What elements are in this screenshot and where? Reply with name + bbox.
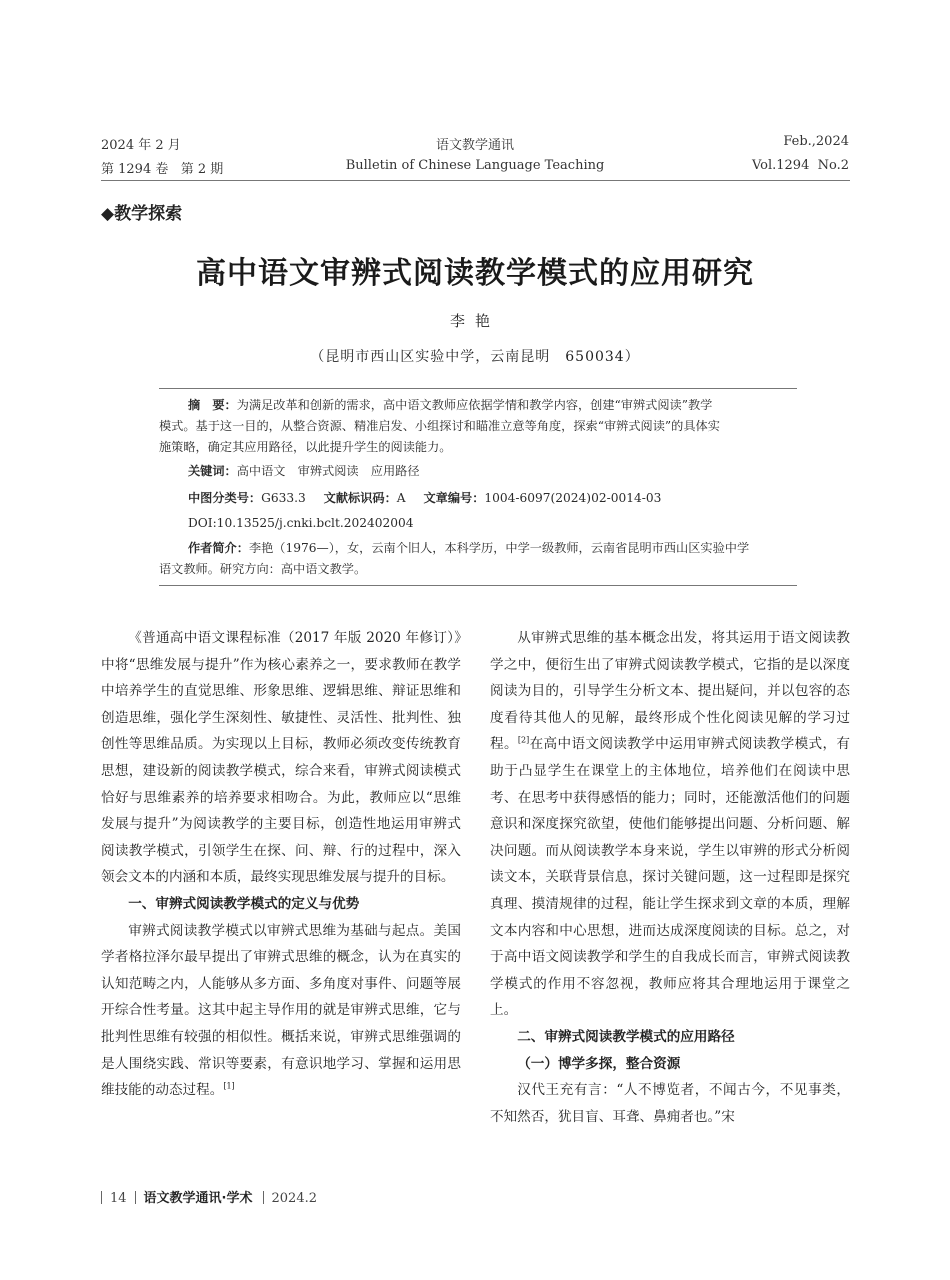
article-title: 高中语文审辨式阅读教学模式的应用研究 <box>196 256 754 291</box>
clc-number: G633.3 <box>261 491 306 505</box>
section-heading-2: 二、审辨式阅读教学模式的应用路径 <box>517 1028 735 1045</box>
doi: DOI:10.13525/j.cnki.bclt.202402004 <box>188 516 414 530</box>
footer-issue: 2024.2 <box>271 1191 317 1206</box>
paragraph: 汉代王充有言：“人不博览者，不闻古今，不见事类，不知然否，犹目盲、耳聋、鼻痈者也。”宋 <box>490 1082 850 1125</box>
paragraph: 《普通高中语文课程标准（2017 年版 2020 年修订）》中将“思维发展与提升”作为核心素养之一，要求教师在教学中培养学生的直觉思维、形象思维、逻辑思维、辩证思维和创造思维，强化学生深刻性、敏捷性、灵活性、批判性、独创性等思维品质。为实现以上目标，教师必须改变传统教育思想，建设新的阅读教学模式，综合来看，审辨式阅读模式恰好与思维素养的培养要求相吻合。为此，教师应以“思维发展与提升”为阅读教学的主要目标，创造性地运用审辨式阅读教学模式，引领学生在探、问、辩、行的过程中，深入领会文本的内涵和本质，最终实现思维发展与提升的目标。 <box>101 630 461 886</box>
reference-2: [2] <box>517 735 530 745</box>
paragraph: 审辨式阅读教学模式以审辨式思维为基础与起点。美国学者格拉泽尔最早提出了审辨式思维的概念，认为在真实的认知范畴之内，人能够从多方面、多角度对事件、问题等展开综合性考量。这其中起主导作用的就是审辨式思维，它与批判性思维有较强的相似性。概括来说，审辨式思维强调的是人围绕实践、常识等要素，有意识地学习、掌握和运用思维技能的动态过程。[1] <box>101 922 461 1099</box>
abstract-bottom-rule <box>159 585 797 586</box>
header-date-cn: 2024 年 2 月 <box>101 138 181 153</box>
abstract-line-2: 模式。基于这一目的，从整合资源、精准启发、小组探讨和瞄准立意等角度，探索“审辨式阅读”的具体实 <box>159 419 720 433</box>
paragraph: 从审辨式思维的基本概念出发，将其运用于语文阅读教学之中，便衍生出了审辨式阅读教学模式，它指的是以深度阅读为目的，引导学生分析文本、提出疑问，并以包容的态度看待其他人的见解，最终形成个性化阅读见解的学习过程。[2]在高中语文阅读教学中运用审辨式阅读教学模式，有助于凸显学生在课堂上的主体地位，培养他们在阅读中思考、在思考中获得感悟的能力；同时，还能激活他们的问题意识和深度探究欲望，使他们能够提出问题、分析问题、解决问题。而从阅读教学本身来说，学生以审辨的形式分析阅读文本，关联背景信息，探讨关键问题，这一过程即是探究真理、摸清规律的过程，能让学生探求到文章的本质，理解文本内容和中心思想，进而达成深度阅读的目标。总之，对于高中语文阅读教学和学生的自我成长而言，审辨式阅读教学模式的作用不容忽视，教师应将其合理地运用于课堂之上。 <box>490 630 851 1019</box>
section-tag: ◆教学探索 <box>101 204 183 224</box>
header-issue-cn: 第 1294 卷 第 2 期 <box>101 162 224 177</box>
classification-line: 中图分类号：G633.3 文献标识码：A 文章编号：1004-6097(2024)02-0014-03 <box>188 491 662 505</box>
page-number: 14 <box>110 1191 127 1206</box>
keywords-line: 关键词：高中语文 审辨式阅读 应用路径 <box>188 464 420 478</box>
abstract-label: 摘 要： <box>188 398 237 412</box>
subsection-heading-1: （一）博学多探，整合资源 <box>517 1055 681 1072</box>
header-issue-en: Vol.1294 No.2 <box>751 158 849 173</box>
header-rule <box>101 180 850 181</box>
abstract-box <box>159 395 797 580</box>
author-bio-line-1: 作者简介：李艳（1976—），女，云南个旧人，本科学历，中学一级教师，云南省昆明市西山区实验中学 <box>188 541 750 555</box>
author-bio-line-2: 语文教师。研究方向：高中语文教学。 <box>159 562 367 576</box>
keywords: 高中语文 审辨式阅读 应用路径 <box>236 464 420 478</box>
page-footer <box>101 1187 317 1206</box>
doc-code: A <box>396 491 406 505</box>
reference-1: [1] <box>223 1081 235 1091</box>
body-right-column <box>490 625 850 1130</box>
header-journal-en: Bulletin of Chinese Language Teaching <box>345 158 605 173</box>
body-left-column <box>101 625 461 1104</box>
article-number: 1004-6097(2024)02-0014-03 <box>484 491 662 505</box>
abstract-top-rule <box>159 388 797 389</box>
header-journal-cn: 语文教学通讯 <box>435 138 514 153</box>
author-name: 李艳 <box>449 312 500 330</box>
author-affiliation: （昆明市西山区实验中学，云南昆明 650034） <box>310 349 640 365</box>
abstract-line-1: 摘 要：为满足改革和创新的需求，高中语文教师应依据学情和教学内容，创建“审辨式阅读”教学 <box>188 398 713 412</box>
header-date-en: Feb.,2024 <box>783 134 849 149</box>
footer-journal: 语文教学通讯·学术 <box>143 1191 253 1206</box>
abstract-line-3: 施策略，确定其应用路径，以此提升学生的阅读能力。 <box>159 440 452 454</box>
section-heading-1: 一、审辨式阅读教学模式的定义与优势 <box>128 895 360 912</box>
